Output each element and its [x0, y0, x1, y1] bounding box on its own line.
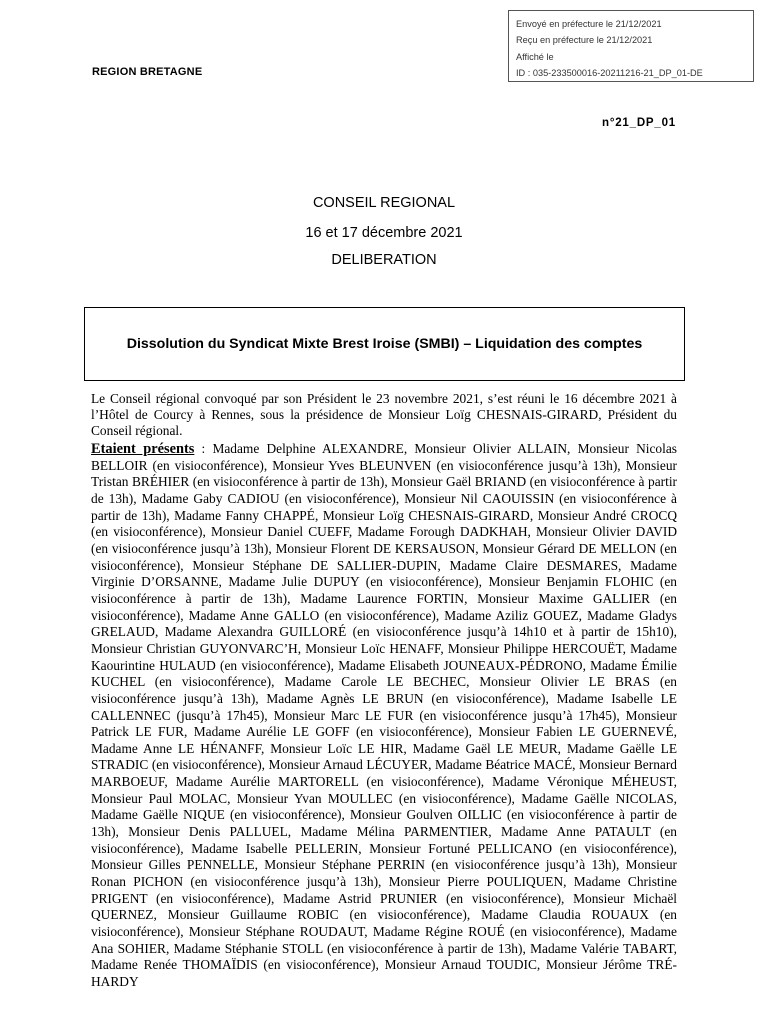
stamp-displayed: Affiché le — [516, 51, 554, 62]
region-name: REGION BRETAGNE — [92, 66, 203, 78]
subject-box — [84, 307, 685, 381]
attendance-paragraph — [91, 441, 677, 991]
stamp-sent-date: Envoyé en préfecture le 21/12/2021 — [516, 19, 662, 29]
subject-title: Dissolution du Syndicat Mixte Brest Iroise (SMBI) – Liquidation des comptes — [126, 336, 643, 352]
document-type: DELIBERATION — [331, 252, 437, 268]
attendance-list: : Madame Delphine ALEXANDRE, Monsieur Olivier ALLAIN, Monsieur Nicolas BELLOIR (en visioconférence), Monsieur Yves BLEUNVEN (en visioconférence jusqu’à 13h), Monsieur Tristan BRÉHIER (en visioconférence à partir de 13h), Monsieur Gaël BRIAND (en visioconférence à partir de 13h), Madame Gaby CADIOU (en visioconférence), Monsieur Nil CAOUISSIN (en visioconférence à partir de 13h), Madame Fanny CHAPPÉ, Monsieur Loïg CHESNAIS-GIRARD, Monsieur André CROCQ (en visioconférence), Monsieur Daniel CUEFF, Madame Forough DADKHAH, Monsieur Olivier DAVID (en visioconférence jusqu’à 13h), Monsieur Florent DE KERSAUSON, Monsieur Gérard DE MELLON (en visioconférence), Monsieur Stéphane DE SALLIER-DUPIN, Madame Claire DESMARES, Madame Virginie D’ORSANNE, Madame Julie DUPUY (en visioconférence), Monsieur Benjamin FLOHIC (en visioconférence à partir de 13h), Madame Laurence FORTIN, Monsieur Maxime GALLIER (en visioconférence), Madame Anne GALLO (en visioconférence), Madame Aziliz GOUEZ, Madame Gladys GRELAUD, Madame Alexandra GUILLORÉ (en visioconférence jusqu’à 14h10 et à partir de 15h10), Monsieur Christian GUYONVARC’H, Monsieur Loïc HENAFF, Monsieur Philippe HERCOUËT, Madame Kaourintine HULAUD (en visioconférence), Madame Elisabeth JOUNEAUX-PÉDRONO, Madame Émilie KUCHEL (en visioconférence), Madame Carole LE BECHEC, Monsieur Olivier LE BRAS (en visioconférence jusqu’à 13h), Madame Agnès LE BRUN (en visioconférence), Madame Isabelle LE CALLENNEC (jusqu’à 17h45), Monsieur Marc LE FUR (en visioconférence jusqu’à 17h45), Monsieur Patrick LE FUR, Madame Aurélie LE GOFF (en visioconférence), Monsieur Fabien LE GUERNEVÉ, Madame Anne LE HÉNANFF, Monsieur Loïc LE HIR, Madame Gaël LE MEUR, Madame Gaëlle LE STRADIC (en visioconférence), Monsieur Arnaud LÉCUYER, Madame Béatrice MACÉ, Monsieur Bernard MARBOEUF, Madame Aurélie MARTORELL (en visioconférence), Madame Véronique MÉHEUST, Monsieur Paul MOLAC, Monsieur Yvan MOULLEC (en visioconférence), Madame Gaëlle NICOLAS, Madame Gaëlle NIQUE (en visioconférence), Monsieur Goulven OILLIC (en visioconférence à partir de 13h), Monsieur Denis PALLUEL, Madame Mélina PARMENTIER, Madame Anne PATAULT (en visioconférence), Madame Isabelle PELLERIN, Monsieur Fortuné PELLICANO (en visioconférence), Monsieur Gilles PENNELLE, Monsieur Stéphane PERRIN (en visioconférence jusqu’à 13h), Monsieur Ronan PICHON (en visioconférence jusqu’à 13h), Monsieur Pierre POULIQUEN, Madame Christine PRIGENT (en visioconférence), Madame Astrid PRUNIER (en visioconférence), Monsieur Michaël QUERNEZ, Monsieur Guillaume ROBIC (en visioconférence), Madame Claudia ROUAUX (en visioconférence), Monsieur Stéphane ROUDAUT, Madame Régine ROUÉ (en visioconférence), Madame Ana SOHIER, Madame Stéphanie STOLL (en visioconférence à partir de 13h), Madame Valérie TABART, Madame Renée THOMAÏDIS (en visioconférence), Monsieur Arnaud TOUDIC, Monsieur Jérôme TRÉ-HARDY — [91, 441, 677, 989]
council-title: CONSEIL REGIONAL — [312, 195, 456, 211]
intro-paragraph: Le Conseil régional convoqué par son Président le 23 novembre 2021, s’est réuni le 16 décembre 2021 à l’Hôtel de Courcy à Rennes, sous la présidence de Monsieur Loïg CHESNAIS-GIRARD, Président du Conseil régional. — [91, 391, 677, 438]
prefecture-stamp — [508, 10, 754, 82]
stamp-received-date: Reçu en préfecture le 21/12/2021 — [516, 35, 653, 46]
session-dates: 16 et 17 décembre 2021 — [305, 225, 463, 241]
stamp-id: ID : 035-233500016-20211216-21_DP_01-DE — [516, 68, 703, 79]
document-number: n°21_DP_01 — [602, 117, 676, 129]
attendance-label: Etaient présents — [91, 441, 195, 457]
